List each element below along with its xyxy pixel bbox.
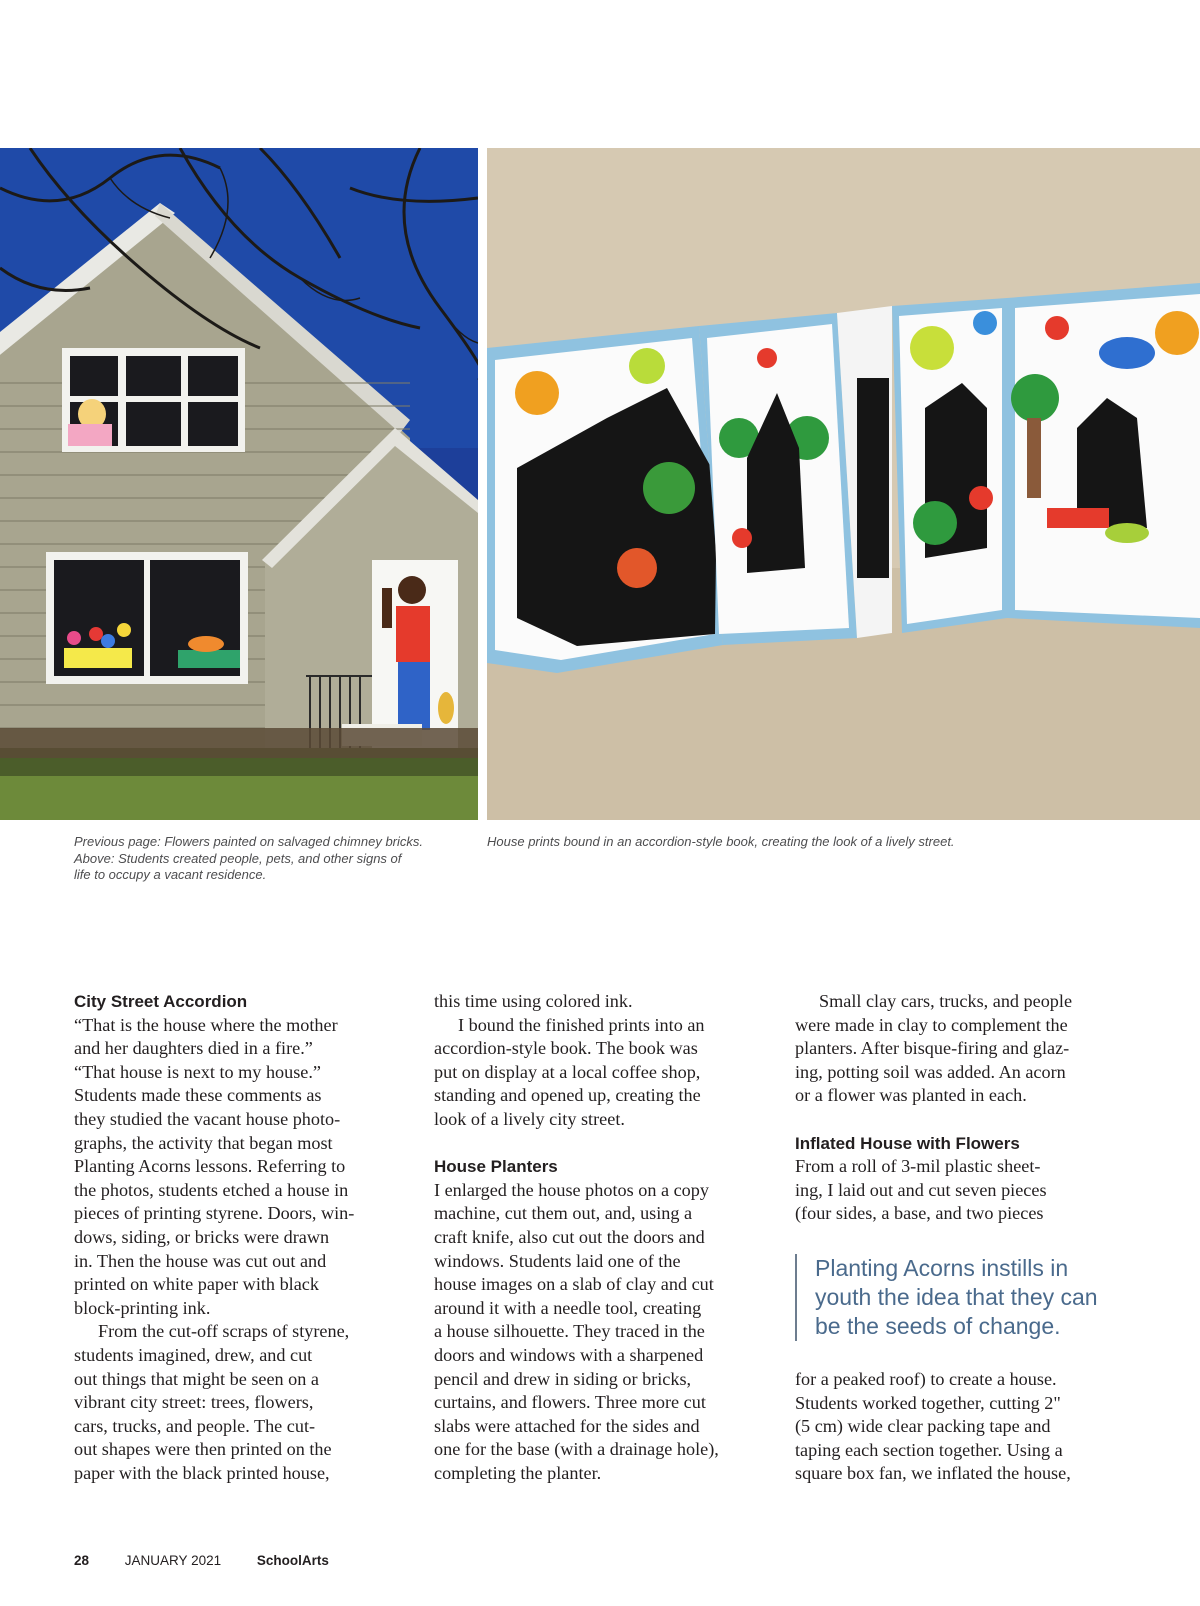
body-line: students imagined, drew, and cut [74,1344,313,1365]
body-line: doors and windows with a sharpened [434,1344,704,1365]
body-line: (four sides, a base, and two pieces [795,1203,1044,1224]
body-line: completing the planter. [434,1462,602,1483]
body-line: one for the base (with a drainage hole), [434,1439,719,1460]
issue-date: JANUARY 2021 [124,1553,222,1568]
body-line: around it with a needle tool, creating [434,1297,702,1318]
body-line: this time using colored ink. [434,991,633,1011]
body-line: square box fan, we inflated the house, [795,1463,1071,1484]
body-line: I enlarged the house photos on a copy [434,1179,709,1200]
body-line: and her daughters died in a fire.” [74,1038,313,1059]
body-line: accordion-style book. The book was [434,1038,698,1059]
body-line: they studied the vacant house photo- [74,1108,341,1129]
article-column-2 [434,990,764,1485]
body-line: paper with the black printed house, [74,1462,330,1483]
body-line: taping each section together. Using a [795,1439,1063,1460]
body-line: dows, siding, or bricks were drawn [74,1226,330,1247]
body-line: Small clay cars, trucks, and people [819,991,1073,1011]
accordion-book-photo [487,148,1200,820]
body-line: a house silhouette. They traced in the [434,1321,705,1342]
caption-line: Previous page: Flowers painted on salvaged chimney bricks. [74,834,424,849]
body-line: pieces of printing styrene. Doors, win- [74,1203,355,1224]
body-line: the photos, students etched a house in [74,1179,349,1200]
body-line: curtains, and flowers. Three more cut [434,1392,706,1413]
body-line: or a flower was planted in each. [795,1085,1027,1106]
caption-line: Above: Students created people, pets, and other signs of [74,850,402,866]
pull-quote-line: youth the idea that they can [815,1284,1098,1310]
article-column-3 [795,990,1125,1226]
body-line: Students worked together, cutting 2" [795,1392,1061,1413]
magazine-name: SchoolArts [256,1553,329,1568]
body-line: “That house is next to my house.” [74,1061,321,1082]
body-line: block-printing ink. [74,1297,211,1318]
photo-caption-right [487,834,1187,851]
body-line: From a roll of 3-mil plastic sheet- [795,1156,1041,1177]
section-heading: House Planters [434,1157,558,1177]
body-line: printed on white paper with black [74,1274,319,1295]
body-line: windows. Students laid one of the [434,1250,681,1271]
body-line: standing and opened up, creating the [434,1085,701,1106]
body-line: ing, I laid out and cut seven pieces [795,1179,1047,1200]
article-column-3-continued [795,1368,1125,1486]
page-number: 28 [74,1553,90,1568]
body-line: craft knife, also cut out the doors and [434,1226,705,1247]
body-line: in. Then the house was cut out and [74,1250,327,1271]
body-line: Students made these comments as [74,1085,322,1106]
caption-line: life to occupy a vacant residence. [74,867,267,882]
body-line: slabs were attached for the sides and [434,1415,700,1436]
photo-caption-left [74,834,454,884]
body-line: planters. After bisque-firing and glaz- [795,1038,1070,1059]
page-footer [74,1553,361,1568]
body-line: ing, potting soil was added. An acorn [795,1061,1066,1082]
body-line: Planting Acorns lessons. Referring to [74,1156,346,1177]
body-line: were made in clay to complement the [795,1014,1068,1035]
pull-quote-line: Planting Acorns instills in [815,1255,1069,1281]
body-line: look of a lively city street. [434,1108,625,1129]
body-line: out shapes were then printed on the [74,1439,332,1460]
pull-quote-line: be the seeds of change. [815,1313,1061,1339]
body-line: pencil and drew in siding or bricks, [434,1368,692,1389]
body-line: From the cut-off scraps of styrene, [98,1321,350,1342]
body-line: I bound the finished prints into an [458,1014,705,1035]
pull-quote [795,1254,1125,1341]
body-line: graphs, the activity that began most [74,1132,333,1153]
body-line: (5 cm) wide clear packing tape and [795,1416,1051,1437]
caption-line: House prints bound in an accordion-style book, creating the look of a lively street. [487,834,955,849]
body-line: out things that might be seen on a [74,1368,319,1389]
body-line: vibrant city street: trees, flowers, [74,1392,314,1413]
body-line: for a peaked roof) to create a house. [795,1369,1057,1389]
body-line: cars, trucks, and people. The cut- [74,1415,316,1436]
article-column-1 [74,990,404,1485]
section-heading: Inflated House with Flowers [795,1133,1020,1153]
body-line: machine, cut them out, and, using a [434,1203,693,1224]
body-line: put on display at a local coffee shop, [434,1061,701,1082]
section-heading: City Street Accordion [74,992,248,1011]
body-line: “That is the house where the mother [74,1014,338,1035]
body-line: house images on a slab of clay and cut [434,1274,714,1295]
vacant-house-photo [0,148,478,820]
